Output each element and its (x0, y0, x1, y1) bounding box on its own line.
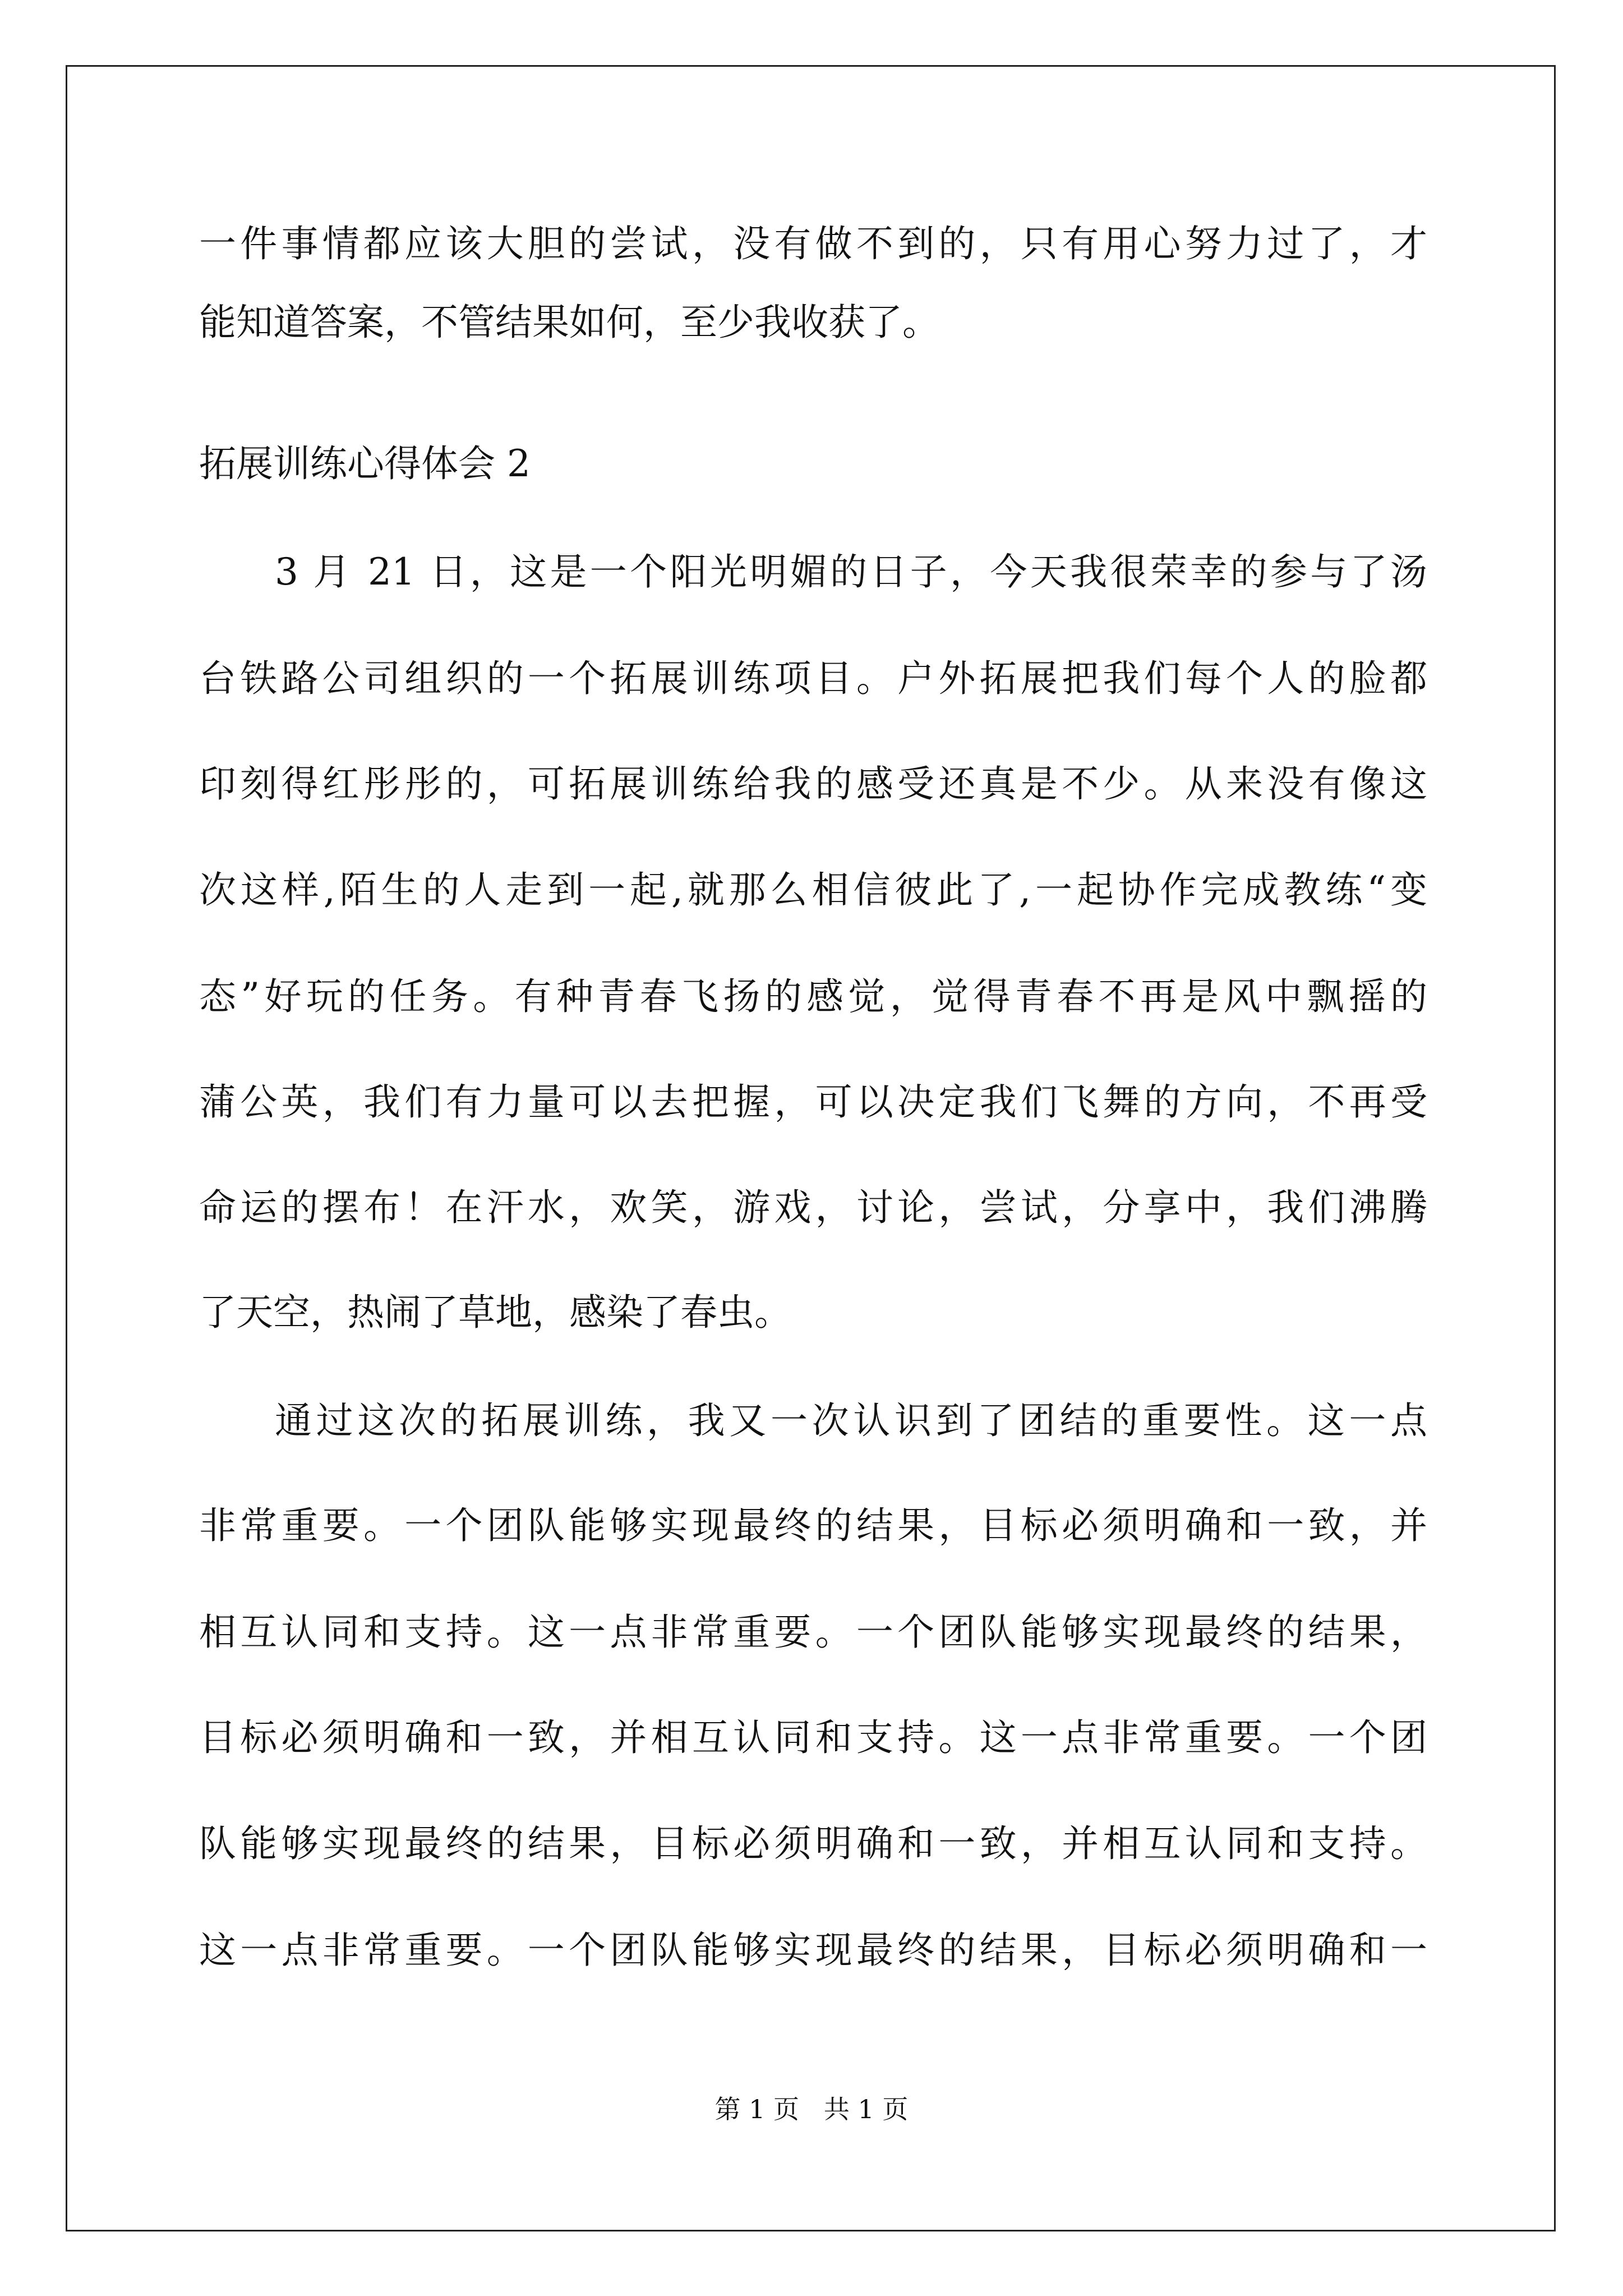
page-footer: 第 1 页 共 1 页 (714, 2094, 909, 2124)
paragraph-line: 蒲公英，我们有力量可以去把握，可以决定我们飞舞的方向，不再受 (199, 1080, 1427, 1124)
paragraph-line: 台铁路公司组织的一个拓展训练项目。户外拓展把我们每个人的脸都 (199, 657, 1427, 700)
paragraph-line: 命运的摆布！在汗水，欢笑，游戏，讨论，尝试，分享中，我们沸腾 (199, 1186, 1427, 1229)
section-heading: 拓展训练心得体会 2 (199, 442, 531, 485)
paragraph-line: 能知道答案，不管结果如何，至少我收获了。 (199, 301, 939, 344)
paragraph-line: 一件事情都应该大胆的尝试，没有做不到的，只有用心努力过了，才 (199, 222, 1427, 265)
paragraph-line: 了天空，热闹了草地，感染了春虫。 (199, 1291, 791, 1334)
paragraph-line: 目标必须明确和一致，并相互认同和支持。这一点非常重要。一个团 (199, 1716, 1427, 1759)
paragraph-line: 通过这次的拓展训练，我又一次认识到了团结的重要性。这一点 (275, 1399, 1427, 1442)
paragraph-line: 相互认同和支持。这一点非常重要。一个团队能够实现最终的结果， (199, 1611, 1427, 1654)
paragraph-line: 3 月 21 日，这是一个阳光明媚的日子，今天我很荣幸的参与了汤 (275, 550, 1427, 593)
paragraph-line: 这一点非常重要。一个团队能够实现最终的结果，目标必须明确和一 (199, 1929, 1427, 1972)
paragraph-line: 印刻得红彤彤的，可拓展训练给我的感受还真是不少。从来没有像这 (199, 762, 1427, 806)
paragraph-line: 次这样,陌生的人走到一起,就那么相信彼此了,一起协作完成教练“变 (199, 868, 1427, 912)
paragraph-line: 态”好玩的任务。有种青春飞扬的感觉，觉得青春不再是风中飘摇的 (199, 975, 1427, 1018)
paragraph-line: 队能够实现最终的结果，目标必须明确和一致，并相互认同和支持。 (199, 1822, 1427, 1865)
paragraph-line: 非常重要。一个团队能够实现最终的结果，目标必须明确和一致，并 (199, 1504, 1427, 1547)
page-border (66, 65, 1556, 2231)
